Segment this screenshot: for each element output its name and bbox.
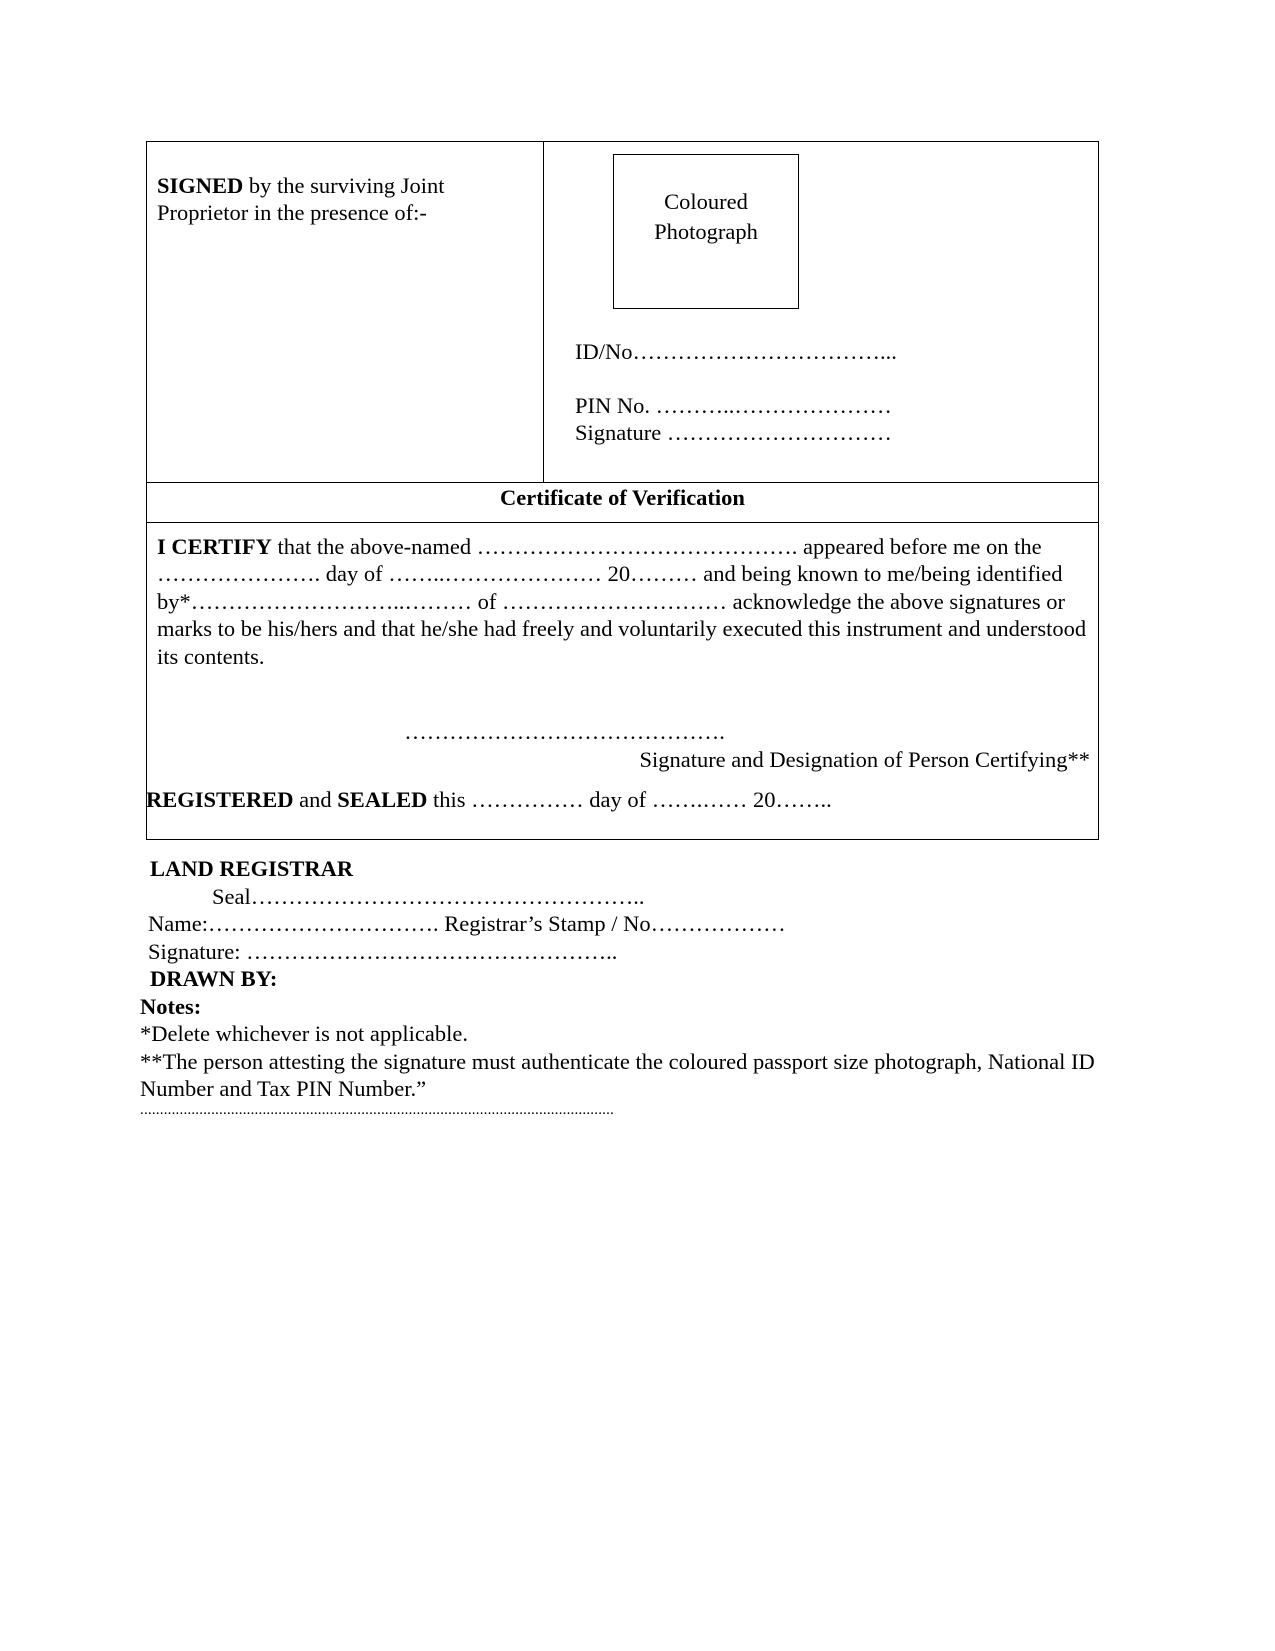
- land-registrar-block: [140, 855, 1140, 992]
- signed-by-cell: [147, 142, 544, 483]
- pin-number-field-line[interactable]: PIN No. ………..…………………: [575, 393, 892, 418]
- land-registrar-title: LAND REGISTRAR: [150, 856, 354, 882]
- certifier-signature-caption: Signature and Designation of Person Certifying**: [639, 746, 1090, 772]
- registered-rest-text[interactable]: this …………… day of …….…… 20……..: [427, 787, 832, 812]
- table-row-certificate-title: [147, 483, 1099, 523]
- registered-bold-label: REGISTERED: [146, 787, 294, 812]
- photo-label-line1: Coloured: [664, 189, 748, 214]
- sealed-bold-label: SEALED: [337, 787, 428, 812]
- registration-and-notes-section: [140, 786, 1140, 1119]
- certificate-of-verification-cell: [147, 483, 1099, 523]
- signature-verification-table: [146, 141, 1099, 840]
- certify-bold-label: I CERTIFY: [157, 534, 272, 559]
- photo-label-line2: Photograph: [654, 219, 758, 245]
- trailing-dotted-rule: ........................................................................................................................: [140, 1102, 614, 1119]
- notes-block: [140, 993, 1140, 1119]
- note-item-1: *Delete whichever is not applicable.: [140, 1021, 468, 1047]
- drawn-by-label: DRAWN BY:: [150, 966, 278, 992]
- certificate-of-verification-title: Certificate of Verification: [500, 485, 745, 510]
- photograph-details-cell: [544, 142, 1099, 483]
- registered-sealed-line: [146, 786, 1140, 813]
- signed-rest-text: by the surviving Joint Proprietor in the presence of:-: [157, 173, 445, 226]
- registered-mid-text: and: [293, 787, 338, 812]
- registrar-seal-line[interactable]: Seal……………………………………………..: [212, 883, 645, 909]
- certify-body-text: that the above-named ……………………………………. appeared before me on the …………………. day of ……..………………… 20……… and being known to me/being identified by*………………………..……… of ………………………… acknowledge the above signatures or marks to be his/hers and that he/she had freely and voluntarily executed this instrument and understood its contents.: [157, 534, 1087, 669]
- id-number-field-line[interactable]: ID/No……………………………...: [575, 339, 897, 364]
- coloured-photograph-placeholder: [613, 154, 799, 309]
- certifier-signature-block: [157, 718, 1092, 773]
- signed-bold-label: SIGNED: [157, 173, 244, 198]
- witness-signature-field-line[interactable]: Signature …………………………: [575, 420, 892, 445]
- registrar-name-line[interactable]: Name:…………………………. Registrar’s Stamp / No………………: [148, 911, 786, 937]
- note-item-2: **The person attesting the signature must authenticate the coloured passport size photograph, National ID Number and Tax PIN Number.”: [140, 1048, 1095, 1101]
- signed-by-text: [157, 172, 529, 227]
- notes-title: Notes:: [140, 993, 202, 1019]
- registrar-signature-line[interactable]: Signature: …………………………………………..: [148, 938, 618, 964]
- table-row-signed: [147, 142, 1099, 483]
- certifier-signature-dotted-line[interactable]: …………………………………….: [404, 719, 725, 745]
- certify-paragraph: [157, 533, 1092, 670]
